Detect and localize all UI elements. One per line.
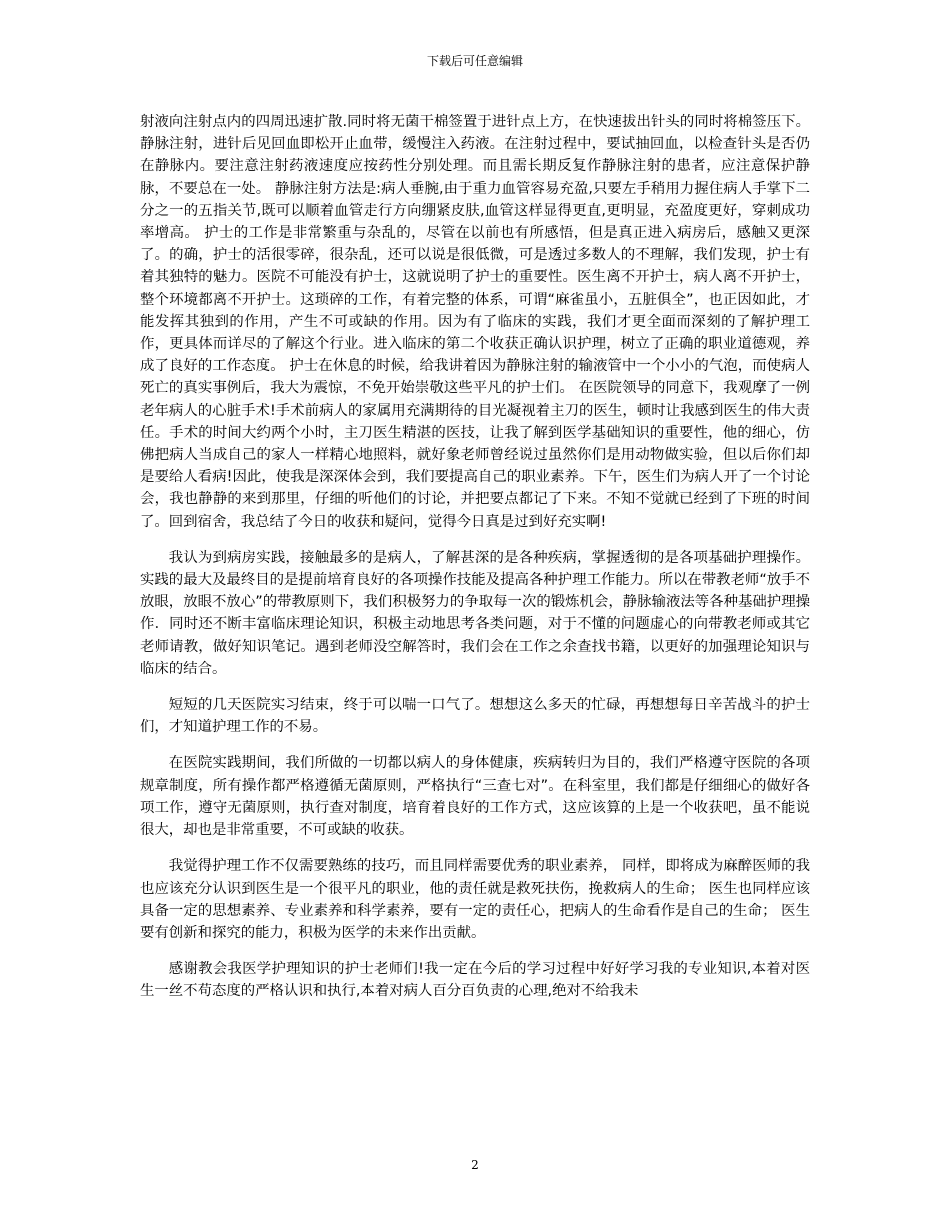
document-body — [140, 111, 810, 1017]
page-number: 2 — [471, 1158, 479, 1172]
paragraph: 感谢教会我医学护理知识的护士老师们!我一定在今后的学习过程中好好学习我的专业知识,本着对医生一丝不苟态度的严格认识和执行,本着对病人百分百负责的心理,绝对不给我未 — [140, 961, 810, 1000]
paragraph: 短短的几天医院实习结束，终于可以喘一口气了。想想这么多天的忙碌，再想想每日辛苦战斗的护士们，才知道护理工作的不易。 — [140, 697, 810, 736]
page-header: 下载后可任意编辑 — [426, 54, 523, 68]
paragraph: 我觉得护理工作不仅需要熟练的技巧，而且同样需要优秀的职业素养， 同样，即将成为麻醉医师的我也应该充分认识到医生是一个很平凡的职业，他的责任就是救死扶伤，挽救病人的生命； 医生也同样应该具备一定的思想素养、专业素养和科学素养，要有一定的责任心，把病人的生命看作是自己的生命； 医生要有创新和探究的能力，积极为医学的未来作出贡献。 — [140, 858, 810, 941]
paragraph: 我认为到病房实践，接触最多的是病人，了解甚深的是各种疾病，掌握透彻的是各项基础护理操作。实践的最大及最终目的是提前培育良好的各项操作技能及提高各种护理工作能力。所以在带教老师“放手不放眼，放眼不放心”的带教原则下，我们积极努力的争取每一次的锻炼机会，静脉输液法等各种基础护理操作．同时还不断丰富临床理论知识，积极主动地思考各类问题，对于不懂的问题虚心的向带教老师或其它老师请教，做好知识笔记。遇到老师没空解答时，我们会在工作之余查找书籍，以更好的加强理论知识与临床的结合。 — [140, 549, 810, 677]
paragraph: 在医院实践期间，我们所做的一切都以病人的身体健康，疾病转归为目的，我们严格遵守医院的各项规章制度，所有操作都严格遵循无菌原则，严格执行“三查七对”。在科室里，我们都是仔细细心的做好各项工作，遵守无菌原则，执行查对制度，培育着良好的工作方式，这应该算的上是一个收获吧，虽不能说很大，却也是非常重要，不可或缺的收获。 — [140, 755, 810, 839]
paragraph-continued: 射液向注射点内的四周迅速扩散.同时将无菌干棉签置于进针点上方，在快速拔出针头的同时将棉签压下。静脉注射，进针后见回血即松开止血带，缓慢注入药液。在注射过程中，要试抽回血，以检查针头是否仍在静脉内。要注意注射药液速度应按药性分别处理。而且需长期反复作静脉注射的患者，应注意保护静脉，不要总在一处。 静脉注射方法是:病人垂腕,由于重力血管容易充盈,只要左手稍用力握住病人手掌下二分之一的五指关节,既可以顺着血管走行方向绷紧皮肤,血管这样显得更直,更明显，充盈度更好，穿刺成功率增高。 护士的工作是非常繁重与杂乱的，尽管在以前也有所感悟，但是真正进入病房后，感触又更深了。的确，护士的活很零碎，很杂乱，还可以说是很低微，可是透过多数人的不理解，我们发现，护士有着其独特的魅力。医院不可能没有护士，这就说明了护士的重要性。医生离不开护士，病人离不开护士，整个环境都离不开护士。这琐碎的工作，有着完整的体系，可谓“麻雀虽小，五脏俱全”，也正因如此，才能发挥其独到的作用，产生不可或缺的作用。因为有了临床的实践，我们才更全面而深刻的了解护理工作，更具体而详尽的了解这个行业。进入临床的第二个收获正确认识护理，树立了正确的职业道德观，养成了良好的工作态度。 护士在休息的时候，给我讲着因为静脉注射的输液管中一个小小的气泡，而使病人死亡的真实事例后，我大为震惊，不免开始崇敬这些平凡的护士们。 在医院领导的同意下，我观摩了一例老年病人的心脏手术!手术前病人的家属用充满期待的目光凝视着主刀的医生，顿时让我感到医生的伟大责任。手术的时间大约两个小时，主刀医生精湛的医技，让我了解到医学基础知识的重要性，他的细心，仿佛把病人当成自己的家人一样精心地照料，就好象老师曾经说过虽然你们是用动物做实验，但以后你们却是要给人看病!因此，使我是深深体会到，我们要提高自己的职业素养。下午，医生们为病人开了一个讨论会，我也静静的来到那里，仔细的听他们的讨论，并把要点都记了下来。不知不觉就已经到了下班的时间了。回到宿舍，我总结了今日的收获和疑问，觉得今日真是过到好充实啊! — [140, 114, 810, 530]
